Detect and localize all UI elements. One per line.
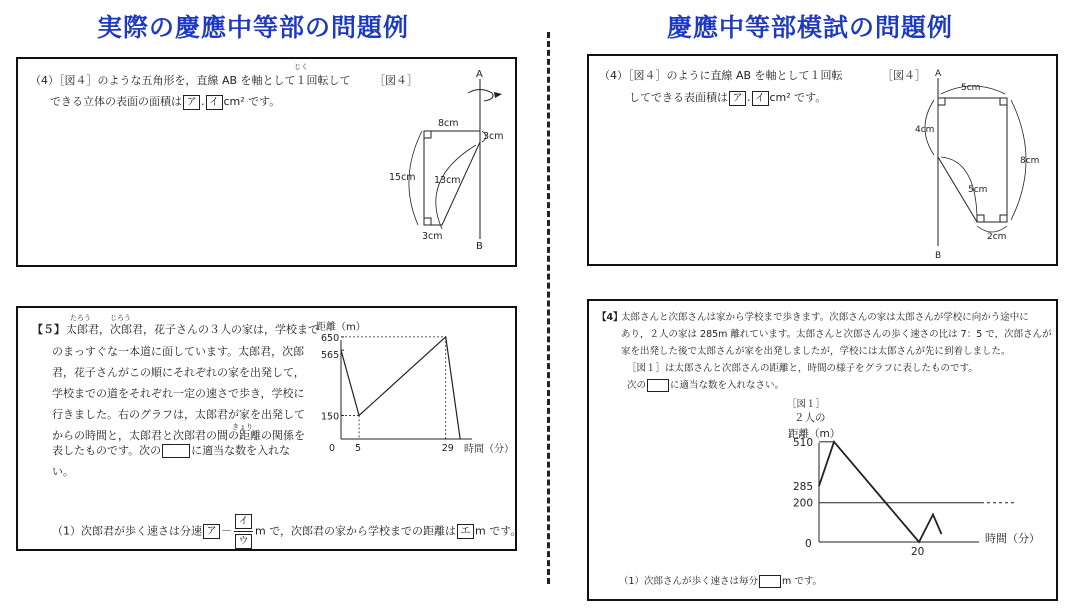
chart2-ylabel-1: ２人の (794, 412, 826, 424)
problem-5-line-4: 学校までの道をそれぞれ一定の速さで歩き，学校に (52, 387, 305, 400)
problem-5-line-8: い。 (52, 465, 74, 478)
actual-exam-problem-5 (16, 306, 522, 551)
mock-answer-box-a: ア (729, 91, 746, 106)
actual-exam-problem-4 (16, 57, 517, 267)
figure-4-pentagon (18, 59, 519, 269)
question-1 (52, 514, 521, 549)
chart1-y-tick-565: 565 (321, 350, 340, 362)
label-top-8cm: 8cm (438, 118, 459, 129)
chart2-y-tick-200: 200 (793, 497, 814, 510)
answer-box-a2: ア (203, 524, 220, 539)
ruby-kyori: きょり (232, 423, 253, 431)
problem-5-line-3: 君，花子さんがこの順にそれぞれの家を出発して， (52, 366, 305, 379)
chart2-xlabel: 時間（分） (985, 532, 1040, 545)
right-heading: 慶應中等部模試の問題例 (667, 13, 954, 42)
chart2-y-tick-510: 510 (793, 436, 814, 449)
q1-mid: m で，次郎君の家から学校までの距離は (255, 524, 456, 538)
problem-5-line-1: 太郎君，次郎君，花子さんの３人の家は，学校まで (66, 323, 319, 336)
mock-answer-box-i: イ (752, 91, 769, 106)
center-divider (547, 32, 550, 584)
answer-box-e: エ (457, 524, 474, 539)
mock-label-a: A (935, 69, 942, 79)
fraction-denominator-box: ウ (235, 534, 252, 549)
label-b: B (476, 241, 483, 252)
right-angle-mark-top (424, 131, 431, 138)
mock-line-5-tail: に適当な数を入れなさい。 (670, 380, 785, 391)
mock-label-diag-5cm: 5cm (968, 185, 988, 195)
mock-right-angle-top-right (1000, 98, 1007, 105)
chart2-origin: 0 (805, 538, 812, 550)
chart2-y-tick-285: 285 (793, 481, 814, 494)
ruby-jiku: じく (294, 63, 308, 71)
mock-figure-1-label: ［図１］ (787, 399, 826, 410)
left-heading: 実際の慶應中等部の問題例 (97, 13, 410, 42)
problem-4-line-1: （4）［図４］のような五角形を，直線 AB を軸として１回転して (30, 74, 351, 87)
problem-5-number: 【５】 (32, 323, 65, 336)
mock-problem-line-1: 太郎さんと次郎さんは家から学校まで歩きます。次郎さんの家は太郎さんが学校に向かう途中に (621, 312, 1029, 323)
mock-problem-line-3: 家を出発した後で太郎さんが家を出発しましたが，学校には太郎さんが先に到着しました。 (621, 346, 1011, 357)
problem-5-line-2: のまっすぐな一本道に面しています。太郎君，次郎 (52, 345, 305, 358)
chart1-y-tick-650: 650 (321, 332, 340, 344)
mock-q1-unit: m です。 (782, 576, 823, 587)
label-bottom-3cm: 3cm (422, 231, 443, 242)
mock-exam-problem-4 (587, 54, 1058, 266)
problem-5-line-5: 行きました。右のグラフは，太郎君が家を出発して (52, 408, 305, 421)
mock-problem-4-line-1: （4）［図４］のように直線 AB を軸として１回転 (599, 69, 843, 82)
mock-label-b: B (935, 251, 942, 261)
label-left-15cm: 15cm (389, 172, 416, 183)
line-2-text: できる立体の表面の面積は (50, 95, 182, 108)
ruby-jiro: じろう (110, 314, 131, 322)
chart2-ylabel-2: 距離（m） (788, 428, 841, 440)
mock-problem-line-2: あり，２人の家は 285m 離れています。太郎さんと次郎さんの歩く速さの比は 7：5 で，次郎さんが (621, 329, 1052, 340)
chart1-x-tick-5: 5 (355, 443, 362, 454)
arrow-head (494, 92, 502, 98)
fraction-numerator-box: イ (235, 514, 252, 529)
right-angle-mark-bottom (424, 218, 431, 225)
mock-line-5-text: 次の (627, 380, 647, 391)
line-2-unit: cm² です。 (223, 95, 281, 108)
mock-problem-4-line-2: してできる表面積は ア . イ cm² です。 (629, 91, 827, 104)
mock-figure-4-pentagon (589, 56, 1060, 268)
label-diag-13cm: 13cm (434, 175, 461, 186)
mock-right-angle-bottom (1000, 215, 1007, 222)
chart1-ylabel: 距離（m） (316, 322, 366, 333)
mock-problem-number: 【4】 (597, 312, 623, 323)
mock-q1-text: （1）次郎さんが歩く速さは毎分 (619, 576, 759, 587)
mock-question-1 (619, 575, 822, 588)
label-right-3cm: 3cm (483, 131, 504, 142)
line-7-text: 表したものです。次の (52, 444, 162, 457)
mock-label-bottom-2cm: 2cm (987, 232, 1007, 242)
chart1-x-tick-29: 29 (441, 443, 454, 454)
dimension-arc-diag (436, 145, 476, 229)
mock-exam-problem-4-graph (587, 299, 1058, 601)
chart1-origin: 0 (329, 443, 336, 454)
answer-box-i: イ (206, 95, 223, 110)
answer-box-a: ア (183, 95, 200, 110)
figure-4-label: ［図４］ (374, 74, 418, 87)
fraction (234, 514, 253, 549)
problem-4-line-2: できる立体の表面の面積は ア . イ cm² です。 (50, 95, 281, 108)
mock-label-top-5cm: 5cm (961, 83, 981, 93)
q1-dash: － (221, 524, 232, 538)
mock-line-2-unit: cm² です。 (769, 91, 827, 104)
mock-pentagon-outline (938, 98, 1007, 222)
mock-label-left-4cm: 4cm (915, 125, 935, 135)
mock-label-right-8cm: 8cm (1020, 156, 1040, 166)
mock-line-2-text: してできる表面積は (629, 91, 728, 104)
ruby-taro: たろう (70, 314, 91, 322)
line-7-tail: に適当な数を入れな (191, 444, 291, 457)
chart2-series-line (819, 442, 942, 542)
fraction-bar (234, 531, 253, 532)
mock-right-angle-top-left (938, 98, 945, 105)
mock-figure-4-label: ［図４］ (882, 69, 926, 82)
chart2-x-tick-20: 20 (911, 546, 925, 558)
mock-distance-time-graph (589, 301, 1060, 603)
mock-right-angle-bottom-left (977, 215, 984, 222)
mock-q1-blank (759, 575, 781, 588)
q1-text: （1）次郎君が歩く速さは分速 (52, 524, 202, 538)
q1-end: m です。 (475, 524, 522, 538)
mock-problem-line-4: ［図１］は太郎さんと次郎さんの距離と，時間の様子をグラフに表したものです。 (627, 363, 978, 374)
chart1-xlabel: 時間（分） (464, 444, 514, 455)
problem-5-line-6: からの時間と，太郎君と次郎君の間の距離の関係を (52, 429, 305, 442)
chart1-y-tick-150: 150 (321, 411, 340, 423)
label-a: A (476, 69, 483, 80)
